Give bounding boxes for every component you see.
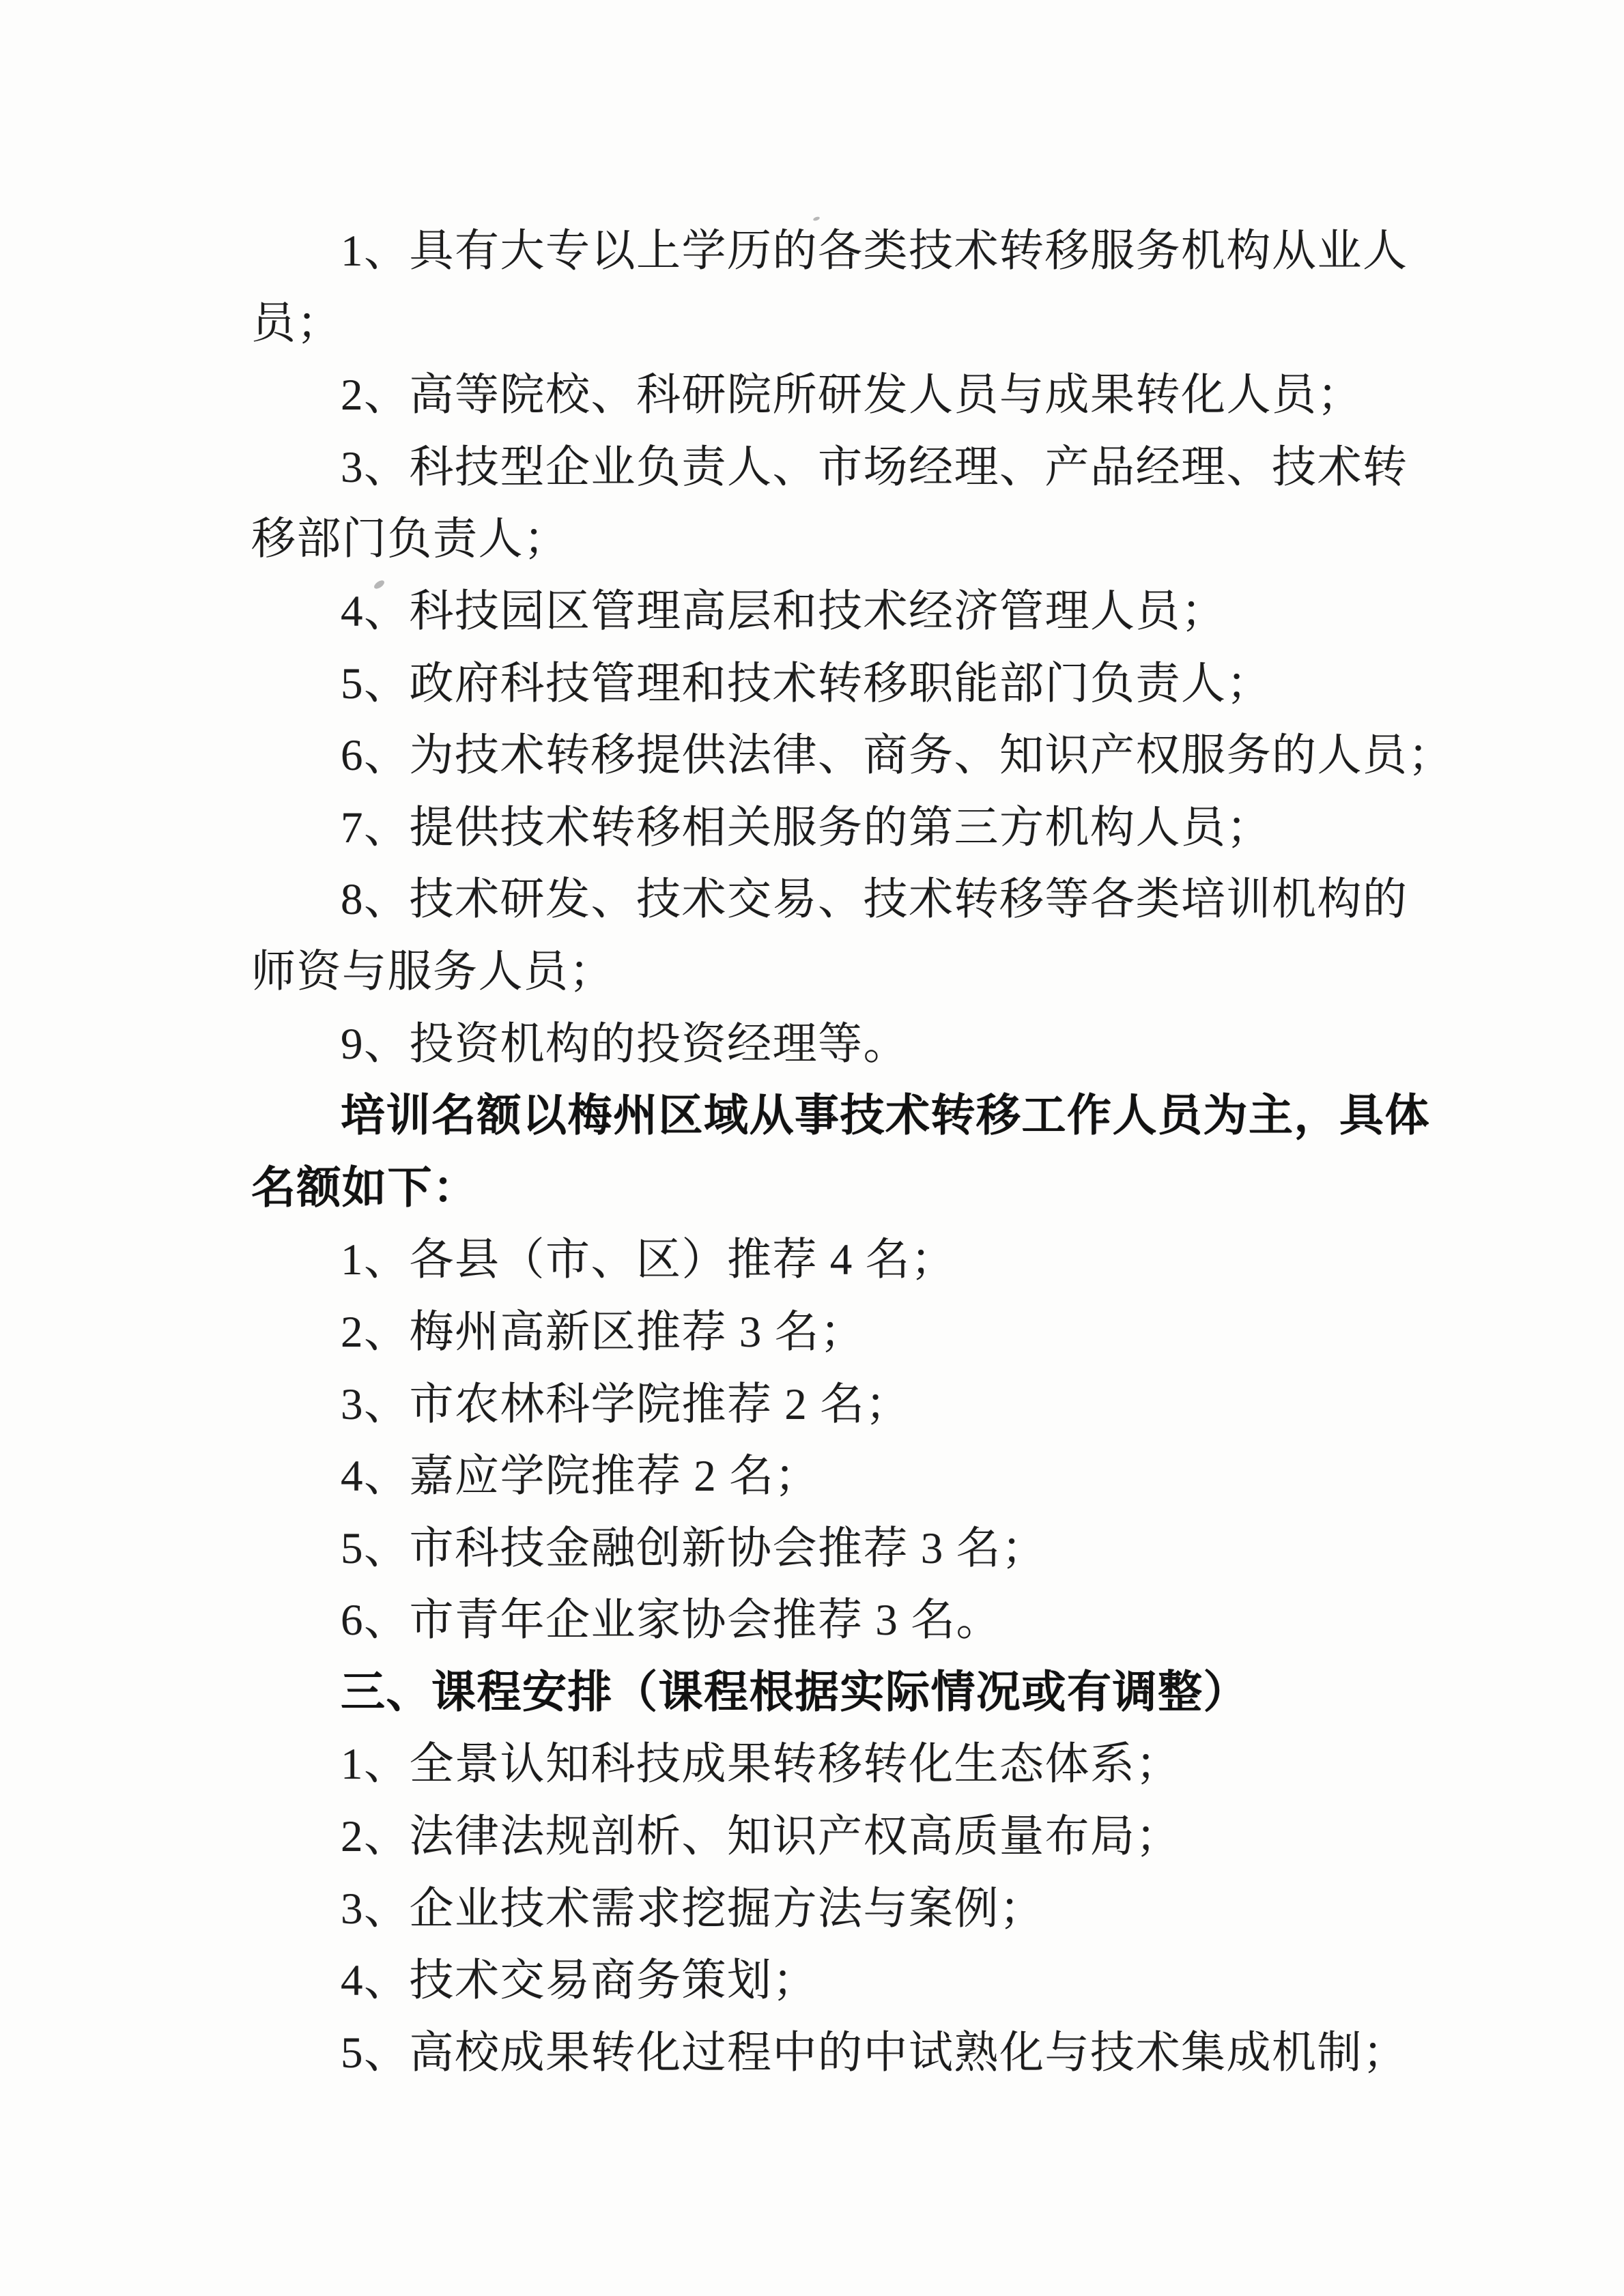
body-line: 1、各县（市、区）推荐 4 名； [341, 1235, 956, 1285]
body-line: 9、投资机构的投资经理等。 [341, 1019, 909, 1069]
heading-line: 培训名额以梅州区域从事技术转移工作人员为主，具体 [341, 1091, 1431, 1141]
body-line: 8、技术研发、技术交易、技术转移等各类培训机构的 [341, 875, 1408, 925]
body-line: 3、市农林科学院推荐 2 名； [341, 1379, 911, 1429]
body-line: 6、为技术转移提供法律、商务、知识产权服务的人员； [341, 731, 1454, 781]
body-line: 7、提供技术转移相关服务的第三方机构人员； [341, 803, 1272, 852]
body-line: 4、技术交易商务策划； [341, 1956, 818, 2006]
text-block [251, 216, 1453, 2089]
heading-line: 三、课程安排（课程根据实际情况或有调整） [341, 1667, 1249, 1717]
body-line: 5、高校成果转化过程中的中试熟化与技术集成机制； [341, 2028, 1408, 2078]
body-line: 移部门负责人； [251, 515, 569, 564]
body-line: 1、全景认知科技成果转移转化生态体系； [341, 1740, 1182, 1790]
body-line: 员； [251, 298, 343, 348]
body-line: 6、市青年企业家协会推荐 3 名。 [341, 1596, 1002, 1646]
body-line: 5、政府科技管理和技术转移职能部门负责人； [341, 659, 1272, 708]
body-line: 1、具有大专以上学历的各类技术转移服务机构从业人 [341, 227, 1408, 276]
body-line: 2、法律法规剖析、知识产权高质量布局； [341, 1812, 1182, 1862]
body-line: 3、科技型企业负责人、市场经理、产品经理、技术转 [341, 442, 1408, 492]
body-line: 2、梅州高新区推荐 3 名； [341, 1307, 866, 1357]
heading-line: 名额如下： [251, 1163, 479, 1213]
body-line: 师资与服务人员； [251, 947, 615, 996]
body-line: 3、企业技术需求挖掘方法与案例； [341, 1884, 1045, 1934]
body-line: 5、市科技金融创新协会推荐 3 名； [341, 1523, 1047, 1573]
body-line: 4、科技园区管理高层和技术经济管理人员； [341, 586, 1227, 636]
body-line: 4、嘉应学院推荐 2 名； [341, 1452, 821, 1502]
body-line: 2、高等院校、科研院所研发人员与成果转化人员； [341, 371, 1363, 420]
